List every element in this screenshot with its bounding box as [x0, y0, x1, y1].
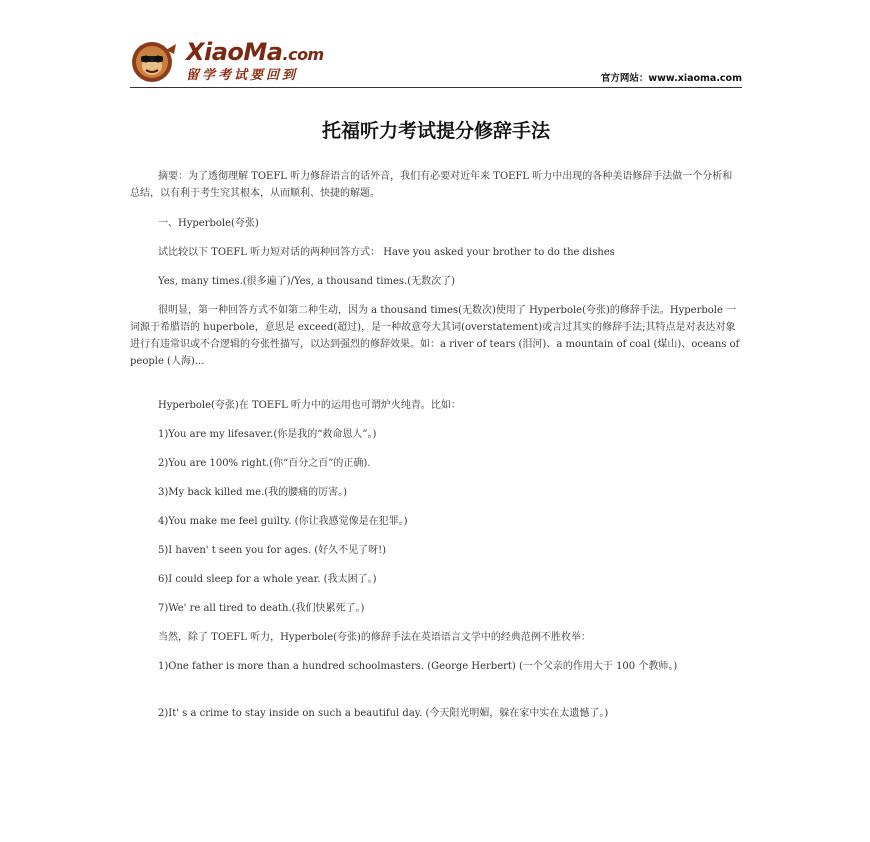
document-header: [130, 40, 742, 88]
page-title: 托福听力考试提分修辞手法: [321, 120, 550, 142]
section-heading: 一、Hyperbole(夸张): [158, 218, 259, 229]
paragraph: 当然，除了 TOEFL 听力，Hyperbole(夸张)的修辞手法在英语语言文学中的经典范例不胜枚举：: [158, 632, 591, 643]
abstract-paragraph: 摘要：为了透彻理解 TOEFL 听力修辞语言的话外音，我们有必要对近年来 TOEFL 听力中出现的各种美语修辞手法做一个分析和总结，以有利于考生究其根本，从而顺利、快捷的解题。: [130, 171, 733, 199]
paragraph: 很明显，第一种回答方式不如第二种生动，因为 a thousand times(无数次)使用了 Hyperbole(夸张)的修辞手法。Hyperbole 一词源于希腊语的 huperbole，意思是 exceed(超过)，是一种故意夸大其词(overstatement)或言过其实的修辞手法;其特点是对表达对象进行有违常识或不合逻辑的夸张性描写，以达到强烈的修辞效果。如：a river of tears (泪河)、a mountain of coal (煤山)、oceans of people (人海)...: [130, 305, 740, 367]
list-item: 1)One father is more than a hundred schoolmasters. (George Herbert) (一个父亲的作用大于 100 个教师。): [158, 661, 678, 672]
header-divider: [130, 87, 742, 88]
xiaoma-logo[interactable]: [130, 40, 324, 84]
paragraph: Yes, many times.(很多遍了)/Yes, a thousand times.(无数次了): [158, 276, 455, 287]
logo-slogan: 留学考试要回到: [186, 68, 299, 83]
logo-wordmark: XiaoMa.com: [186, 38, 324, 66]
paragraph: Hyperbole(夸张)在 TOEFL 听力中的运用也可谓炉火纯青。比如：: [158, 400, 461, 411]
site-label: 官方网站：: [600, 73, 649, 84]
list-item: 6)I could sleep for a whole year. (我太困了。): [158, 574, 377, 585]
list-item: 4)You make me feel guilty. (你让我感觉像是在犯罪。): [158, 516, 408, 527]
list-item: 5)I haven' t seen you for ages. (好久不见了呀!): [158, 545, 387, 556]
list-item: 2)You are 100% right.(你“百分之百”的正确).: [158, 458, 371, 469]
list-item: 7)We' re all tired to death.(我们快累死了。): [158, 603, 365, 614]
official-site: [601, 70, 742, 84]
list-item: 2)It' s a crime to stay inside on such a beautiful day. (今天阳光明媚，躲在家中实在太遗憾了。): [158, 708, 609, 719]
paragraph: 试比较以下 TOEFL 听力短对话的两种回答方式： Have you asked your brother to do the dishes: [158, 247, 615, 258]
site-url-link[interactable]: www.xiaoma.com: [648, 73, 742, 84]
list-item: 1)You are my lifesaver.(你是我的“救命恩人”。): [158, 429, 377, 440]
list-item: 3)My back killed me.(我的腰痛的厉害。): [158, 487, 348, 498]
logo-text: [186, 40, 324, 84]
horse-mascot-icon: [130, 40, 180, 84]
